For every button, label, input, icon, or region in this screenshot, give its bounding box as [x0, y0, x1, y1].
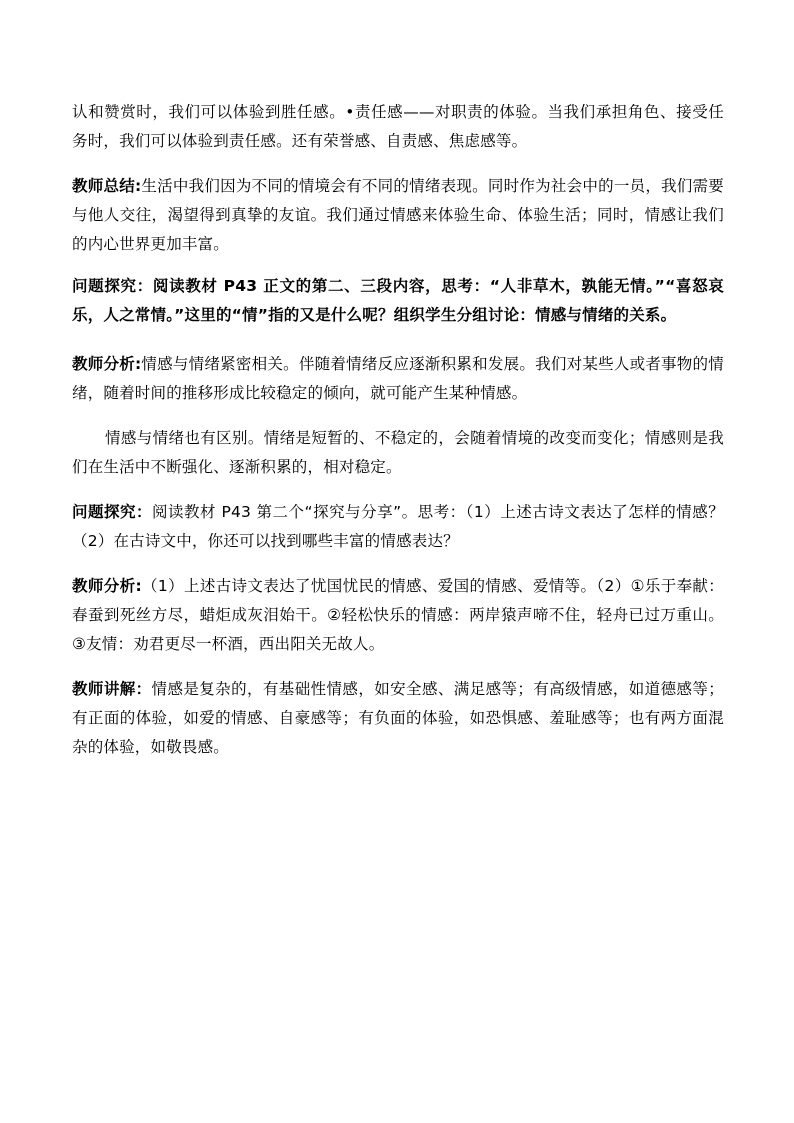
paragraph-teacher-analysis-1	[72, 350, 724, 408]
paragraph-label: 教师总结:	[72, 177, 142, 195]
paragraph-teacher-explanation	[72, 675, 724, 762]
paragraph-text: 生活中我们因为不同的情境会有不同的情绪表现。同时作为社会中的一员，我们需要与他人交往，渴望得到真挚的友谊。我们通过情感来体验生命、体验生活；同时，情感让我们的内心世界更加丰富。	[72, 177, 724, 253]
paragraph-text: 认和赞赏时，我们可以体验到胜任感。•责任感——对职责的体验。当我们承担角色、接受任务时，我们可以体验到责任感。还有荣誉感、自责感、焦虑感等。	[72, 103, 724, 150]
paragraph-label: 教师讲解：	[72, 680, 152, 698]
paragraph-question-inquiry-1	[72, 272, 724, 330]
paragraph-responsibility	[72, 98, 724, 156]
paragraph-label: 教师分析:	[72, 577, 142, 595]
paragraph-text: 问题探究：阅读教材 P43 正文的第二、三段内容，思考：“人非草木，孰能无情。”“喜怒哀乐，人之常情。”这里的“情”指的又是什么呢？组织学生分组讨论：情感与情绪的关系。	[72, 277, 724, 324]
document-page	[72, 98, 724, 762]
paragraph-emotion-difference	[72, 424, 724, 482]
paragraph-text: （1）上述古诗文表达了忧国忧民的情感、爱国的情感、爱情等。（2）①乐于奉献：春蚕到死丝方尽，蜡炬成灰泪始干。②轻松快乐的情感：两岸猿声啼不住，轻舟已过万重山。③友情：劝君更尽一杯酒，西出阳关无故人。	[72, 577, 724, 653]
paragraph-teacher-analysis-2	[72, 572, 724, 659]
paragraph-label: 问题探究：	[72, 503, 153, 521]
paragraph-text: 情感是复杂的，有基础性情感，如安全感、满足感等；有高级情感，如道德感等；有正面的体验，如爱的情感、自豪感等；有负面的体验，如恐惧感、羞耻感等；也有两方面混杂的体验，如敬畏感。	[72, 680, 724, 756]
paragraph-teacher-summary	[72, 172, 724, 259]
paragraph-label: 教师分析:	[72, 355, 142, 373]
paragraph-text: 情感与情绪也有区别。情绪是短暂的、不稳定的，会随着情境的改变而变化；情感则是我们在生活中不断强化、逐渐积累的，相对稳定。	[72, 429, 724, 476]
paragraph-question-inquiry-2	[72, 498, 724, 556]
paragraph-text: 情感与情绪紧密相关。伴随着情绪反应逐渐积累和发展。我们对某些人或者事物的情绪，随着时间的推移形成比较稳定的倾向，就可能产生某种情感。	[72, 355, 724, 402]
paragraph-text: 阅读教材 P43 第二个“探究与分享”。思考：（1）上述古诗文表达了怎样的情感？（2）在古诗文中，你还可以找到哪些丰富的情感表达？	[72, 503, 724, 550]
